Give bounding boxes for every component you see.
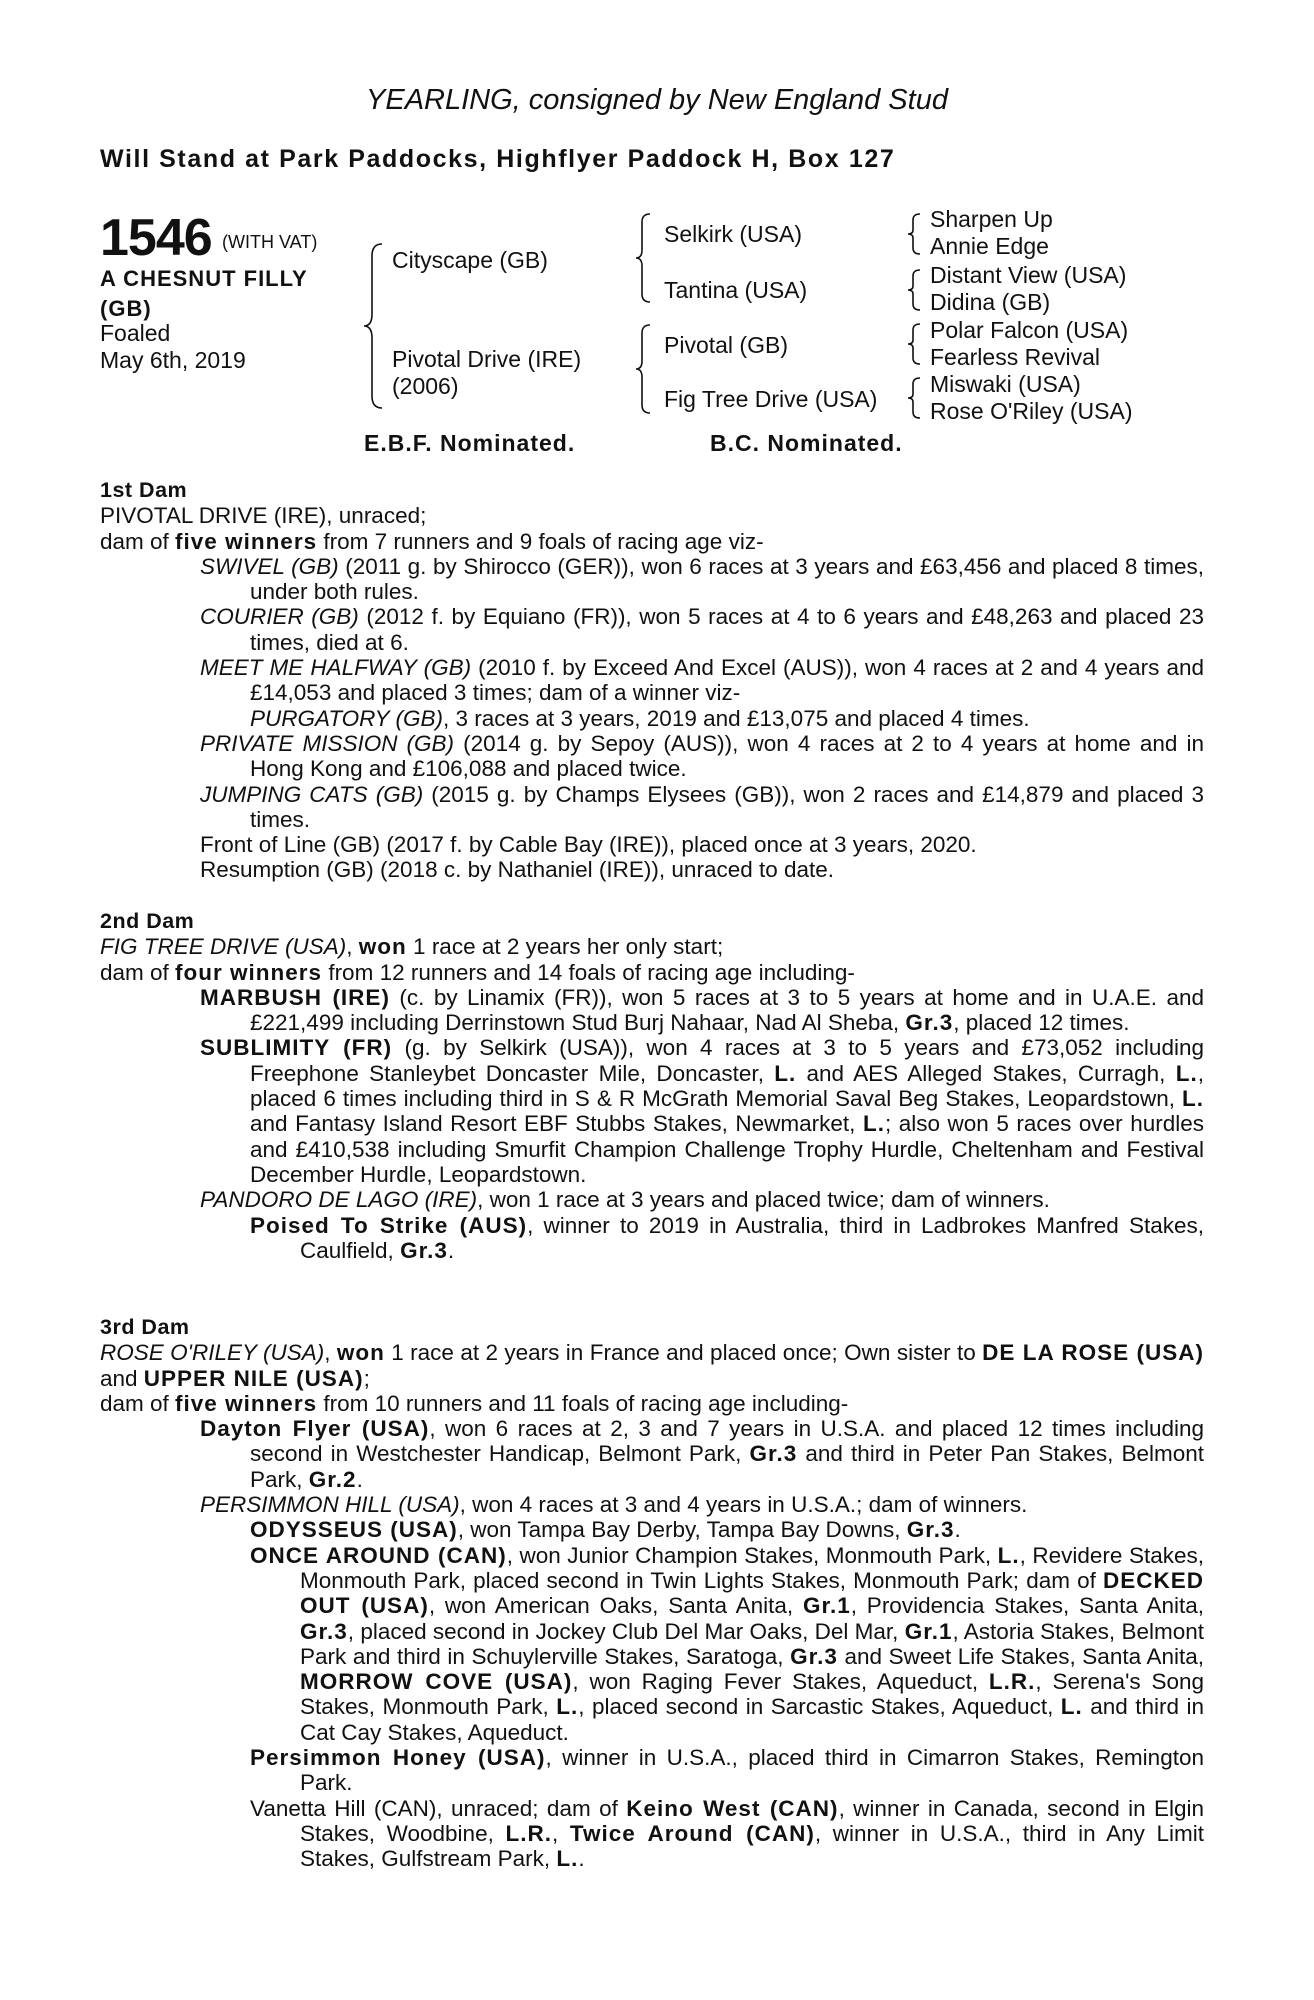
- dam-of-dam: Fig Tree Drive (USA): [664, 386, 878, 412]
- dsd: Fearless Revival: [930, 344, 1100, 370]
- produce-entry: PRIVATE MISSION (GB) (2014 g. by Sepoy (AUS)), won 4 races at 2 to 4 years at home and in Hong Kong and £106,088 and placed twice.: [200, 730, 1204, 782]
- ddd: Rose O'Riley (USA): [930, 398, 1133, 424]
- produce-entry: SUBLIMITY (FR) (g. by Selkirk (USA)), won 4 races at 3 to 5 years and £73,052 including Freephone Stanleybet Doncaster Mile, Doncaster, L. and AES Alleged Stakes, Curragh, L., placed 6 times including third in S & R McGrath Memorial Saval Beg Stakes, Leopardstown, L. and Fantasy Island Resort EBF Stubbs Stakes, Newmarket, L.; also won 5 races over hurdles and £410,538 including Smurfit Champion Challenge Trophy Hurdle, Cheltenham and Festival December Hurdle, Leopardstown.: [200, 1035, 1204, 1187]
- pedigree-brace-3d: [906, 376, 926, 420]
- produce-entry: JUMPING CATS (GB) (2015 g. by Champs Elysees (GB)), won 2 races and £14,879 and placed 3 times.: [200, 781, 1204, 832]
- second-dam-line: FIG TREE DRIVE (USA), won 1 race at 2 years her only start;: [100, 934, 724, 960]
- ebf-nomination: E.B.F. Nominated.: [364, 430, 576, 456]
- horse-description: [100, 264, 308, 324]
- sire: Cityscape (GB): [392, 247, 548, 273]
- vat-note: (WITH VAT): [222, 232, 318, 252]
- third-dam-line: ROSE O'RILEY (USA), won 1 race at 2 years in France and placed once; Own sister to DE LA ROSE (USA) and UPPER NILE (USA);: [100, 1340, 1204, 1391]
- sire-of-sire: Selkirk (USA): [664, 221, 803, 247]
- second-dam-heading: 2nd Dam: [100, 909, 195, 933]
- third-dam-heading: 3rd Dam: [100, 1315, 190, 1339]
- produce-entry: Resumption (GB) (2018 c. by Nathaniel (IRE)), unraced to date.: [200, 857, 835, 883]
- first-dam-heading: 1st Dam: [100, 478, 188, 502]
- catalogue-title: YEARLING, consigned by New England Stud: [366, 84, 948, 116]
- third-dam-summary: dam of five winners from 10 runners and 11 foals of racing age including-: [100, 1390, 849, 1416]
- produce-entry: PERSIMMON HILL (USA), won 4 races at 3 and 4 years in U.S.A.; dam of winners.: [200, 1492, 1028, 1518]
- foaled-info: [100, 320, 246, 374]
- produce-sub-entry: ONCE AROUND (CAN), won Junior Champion Stakes, Monmouth Park, L., Revidere Stakes, Monmouth Park, placed second in Twin Lights Stakes, Monmouth Park; dam of DECKED OUT (USA), won American Oaks, Santa Anita, Gr.1, Providencia Stakes, Santa Anita, Gr.3, placed second in Jockey Club Del Mar Oaks, Del Mar, Gr.1, Astoria Stakes, Belmont Park and third in Schuylerville Stakes, Saratoga, Gr.3 and Sweet Life Stakes, Santa Anita, MORROW COVE (USA), won Raging Fever Stakes, Aqueduct, L.R., Serena's Song Stakes, Monmouth Park, L., placed second in Sarcastic Stakes, Aqueduct, L. and third in Cat Cay Stakes, Aqueduct.: [250, 1542, 1205, 1745]
- produce-sub-entry: Persimmon Honey (USA), winner in U.S.A., placed third in Cimarron Stakes, Remington Park.: [250, 1745, 1204, 1796]
- pedigree-brace-2a: [634, 212, 656, 304]
- third-dam-section: [100, 1315, 1204, 1872]
- sss: Sharpen Up: [930, 206, 1053, 232]
- produce-entry: PANDORO DE LAGO (IRE), won 1 race at 3 years and placed twice; dam of winners.: [200, 1187, 1050, 1213]
- lot-number: 1546: [100, 209, 212, 267]
- pedigree-brace-1: [360, 242, 390, 410]
- sire-of-dam: Pivotal (GB): [664, 332, 788, 358]
- sds: Distant View (USA): [930, 262, 1127, 288]
- horse-description-line2: (GB): [100, 296, 152, 321]
- horse-description-line1: A CHESNUT FILLY: [100, 266, 308, 291]
- produce-entry: MARBUSH (IRE) (c. by Linamix (FR)), won 5 races at 3 to 5 years at home and in U.A.E. and £221,499 including Derrinstown Stud Burj Nahaar, Nad Al Sheba, Gr.3, placed 12 times.: [200, 984, 1204, 1036]
- produce-entry: Front of Line (GB) (2017 f. by Cable Bay (IRE)), placed once at 3 years, 2020.: [200, 832, 977, 858]
- first-dam-line: PIVOTAL DRIVE (IRE), unraced;: [100, 503, 427, 529]
- produce-entry: MEET ME HALFWAY (GB) (2010 f. by Exceed And Excel (AUS)), won 4 races at 2 and 4 years and £14,053 and placed 3 times; dam of a winner viz-: [200, 655, 1204, 706]
- pedigree-brace-3a: [906, 212, 926, 256]
- produce-entry: SWIVEL (GB) (2011 g. by Shirocco (GER)), won 6 races at 3 years and £63,456 and placed 8 times, under both rules.: [200, 553, 1204, 605]
- foaled-label: Foaled: [100, 320, 171, 346]
- pedigree-brace-2b: [634, 323, 656, 415]
- dam-of-sire: Tantina (USA): [664, 277, 808, 303]
- produce-sub-entry: Vanetta Hill (CAN), unraced; dam of Keino West (CAN), winner in Canada, second in Elgin Stakes, Woodbine, L.R., Twice Around (CAN), winner in U.S.A., third in Any Limit Stakes, Gulfstream Park, L..: [250, 1795, 1205, 1872]
- ssd: Annie Edge: [930, 233, 1049, 259]
- produce-sub-entry: PURGATORY (GB), 3 races at 3 years, 2019 and £13,075 and placed 4 times.: [250, 705, 1030, 731]
- dam-line2: (2006): [392, 373, 459, 399]
- produce-entry: Dayton Flyer (USA), won 6 races at 2, 3 and 7 years in U.S.A. and placed 12 times including second in Westchester Handicap, Belmont Park, Gr.3 and third in Peter Pan Stakes, Belmont Park, Gr.2.: [200, 1416, 1204, 1492]
- foaled-date: May 6th, 2019: [100, 347, 246, 373]
- produce-entry: COURIER (GB) (2012 f. by Equiano (FR)), won 5 races at 4 to 6 years and £48,263 and placed 23 times, died at 6.: [200, 604, 1205, 655]
- first-dam-summary: dam of five winners from 7 runners and 9 foals of racing age viz-: [100, 528, 764, 554]
- stabling-location: Will Stand at Park Paddocks, Highflyer Paddock H, Box 127: [100, 145, 896, 173]
- second-dam-summary: dam of four winners from 12 runners and 14 foals of racing age including-: [100, 959, 855, 985]
- bc-nomination: B.C. Nominated.: [710, 430, 903, 456]
- dss: Polar Falcon (USA): [930, 317, 1129, 343]
- second-dam-section: [100, 909, 1204, 1263]
- pedigree-brace-3c: [906, 322, 926, 366]
- dam-line1: Pivotal Drive (IRE): [392, 346, 582, 372]
- produce-sub-entry: ODYSSEUS (USA), won Tampa Bay Derby, Tampa Bay Downs, Gr.3.: [250, 1517, 961, 1543]
- produce-sub-entry: Poised To Strike (AUS), winner to 2019 in Australia, third in Ladbrokes Manfred Stakes, Caulfield, Gr.3.: [250, 1212, 1204, 1263]
- dds: Miswaki (USA): [930, 371, 1081, 397]
- sdd: Didina (GB): [930, 289, 1051, 315]
- first-dam-section: [100, 478, 1204, 883]
- pedigree-brace-3b: [906, 268, 926, 312]
